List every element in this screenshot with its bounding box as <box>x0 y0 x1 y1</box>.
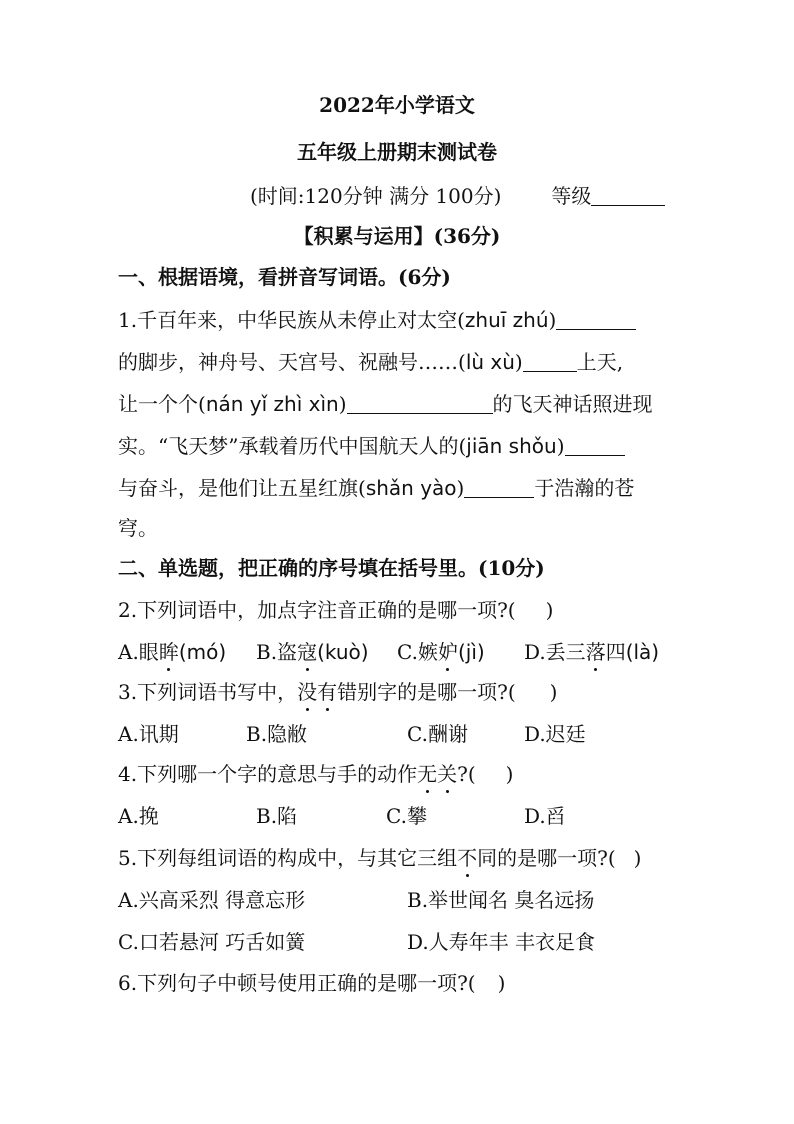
q5-option-d[interactable]: D.人寿年丰 丰衣足食 <box>407 930 596 954</box>
dotted-char: 落 <box>585 640 606 664</box>
q4-stem-text: 4.下列哪一个字的意思与手的动作 <box>118 762 418 786</box>
q2-stem-text: ) <box>545 598 554 622</box>
q1-text: ) <box>548 308 557 332</box>
q1-text: 与奋斗，是他们让五星红旗( <box>118 476 366 500</box>
dotted-char: 无 <box>417 762 438 786</box>
section2-heading: 二、单选题，把正确的序号填在括号里。(10分) <box>118 556 545 580</box>
answer-blank[interactable] <box>523 351 577 372</box>
pinyin: (là) <box>625 640 660 664</box>
q2-option-a[interactable] <box>118 638 226 666</box>
q4-stem-text: ) <box>505 762 514 786</box>
q1-text: ) <box>338 392 347 416</box>
q3-option-a[interactable]: A.讯期 <box>118 722 179 746</box>
q3-stem-text: ) <box>549 680 558 704</box>
q2-stem <box>118 596 553 624</box>
part-heading: 【积累与运用】(36分) <box>293 224 501 248</box>
q1-text: 的脚步，神舟号、天宫号、祝融号……( <box>118 350 466 374</box>
pinyin: (mó) <box>178 640 227 664</box>
q1-text: ) <box>514 350 523 374</box>
option-text: C.嫉 <box>397 640 438 664</box>
q3-stem <box>118 678 557 706</box>
q6-stem <box>118 969 505 997</box>
dotted-char: 不 <box>457 846 478 870</box>
q1-text: 穹。 <box>118 516 158 540</box>
option-text: D.丢三 <box>524 640 586 664</box>
q1-text: 让一个个( <box>118 392 206 416</box>
option-text: A.眼 <box>118 640 159 664</box>
q1-text: ) <box>556 434 565 458</box>
q4-stem <box>118 760 513 788</box>
dotted-char: 没 <box>297 680 318 704</box>
option-text: 四 <box>605 640 626 664</box>
q3-option-c[interactable]: C.酬谢 <box>407 722 468 746</box>
q4-option-b[interactable]: B.陷 <box>256 804 298 828</box>
pinyin: shǎn yào <box>365 476 457 500</box>
answer-blank[interactable] <box>556 309 636 330</box>
exam-subtitle: 五年级上册期末测试卷 <box>297 140 497 164</box>
dotted-char: 妒 <box>437 640 458 664</box>
pinyin: lù xù <box>465 350 515 374</box>
q1-text: 1.千百年来，中华民族从未停止对太空( <box>118 308 465 332</box>
q5-stem-text: ) <box>633 846 642 870</box>
dotted-char: 寇 <box>297 640 318 664</box>
pinyin: zhuī zhú <box>464 308 549 332</box>
dotted-char: 关 <box>437 762 458 786</box>
pinyin: nán yǐ zhì xìn <box>205 392 339 416</box>
q1-text: 上天, <box>576 350 624 374</box>
q4-stem-text: ?( <box>457 762 476 786</box>
q5-stem-text: 同的是哪一项?( <box>477 846 616 870</box>
q4-option-d[interactable]: D.舀 <box>524 804 566 828</box>
q3-option-b[interactable]: B.隐敝 <box>246 722 308 746</box>
pinyin: jiān shǒu <box>466 434 557 458</box>
q3-stem-text: 3.下列词语书写中， <box>118 680 298 704</box>
q2-option-b[interactable] <box>256 638 369 666</box>
section1-heading: 一、根据语境，看拼音写词语。(6分) <box>118 265 451 289</box>
q5-option-a[interactable]: A.兴高采烈 得意忘形 <box>118 888 306 912</box>
q5-option-c[interactable]: C.口若悬河 巧舌如簧 <box>118 930 306 954</box>
q1-text: 实。“飞天梦”承载着历代中国航天人的( <box>118 434 467 458</box>
q4-option-a[interactable]: A.挽 <box>118 804 159 828</box>
pinyin: (kuò) <box>317 640 369 664</box>
q3-stem-text: 错别字的是哪一项?( <box>337 680 516 704</box>
q1-line-6 <box>118 514 158 542</box>
q1-line-2 <box>118 348 623 376</box>
q1-line-3 <box>118 390 653 418</box>
q5-stem <box>118 844 641 872</box>
q4-option-c[interactable]: C.攀 <box>386 804 427 828</box>
exam-title: 2022年小学语文 <box>319 93 475 117</box>
q1-line-5 <box>118 474 634 502</box>
q5-stem-text: 5.下列每组词语的构成中，与其它三组 <box>118 846 458 870</box>
dotted-char: 眸 <box>158 640 179 664</box>
q6-stem-text: ) <box>497 971 506 995</box>
q1-line-4 <box>118 432 625 460</box>
q1-text: 于浩瀚的苍 <box>534 476 635 500</box>
option-text: B.盗 <box>256 640 298 664</box>
q1-line-1 <box>118 306 636 334</box>
pinyin: (jì) <box>457 640 485 664</box>
grade-blank[interactable] <box>591 185 665 206</box>
q3-option-d[interactable]: D.迟廷 <box>524 722 586 746</box>
answer-blank[interactable] <box>347 393 493 414</box>
q6-stem-text: 6.下列句子中顿号使用正确的是哪一项?( <box>118 971 476 995</box>
q1-text: 的飞天神话照进现 <box>492 392 653 416</box>
exam-meta-line <box>250 182 665 210</box>
dotted-char: 有 <box>317 680 338 704</box>
grade-label: 等级 <box>551 184 592 208</box>
q2-option-d[interactable] <box>524 638 659 666</box>
q2-option-c[interactable] <box>397 638 485 666</box>
answer-blank[interactable] <box>565 435 625 456</box>
exam-time-score: (时间:120分钟 满分 100分) <box>250 184 502 208</box>
q1-text: ) <box>456 476 465 500</box>
q5-option-b[interactable]: B.举世闻名 臭名远扬 <box>407 888 595 912</box>
answer-blank[interactable] <box>464 477 534 498</box>
q2-stem-text: 2.下列词语中，加点字注音正确的是哪一项?( <box>118 598 516 622</box>
